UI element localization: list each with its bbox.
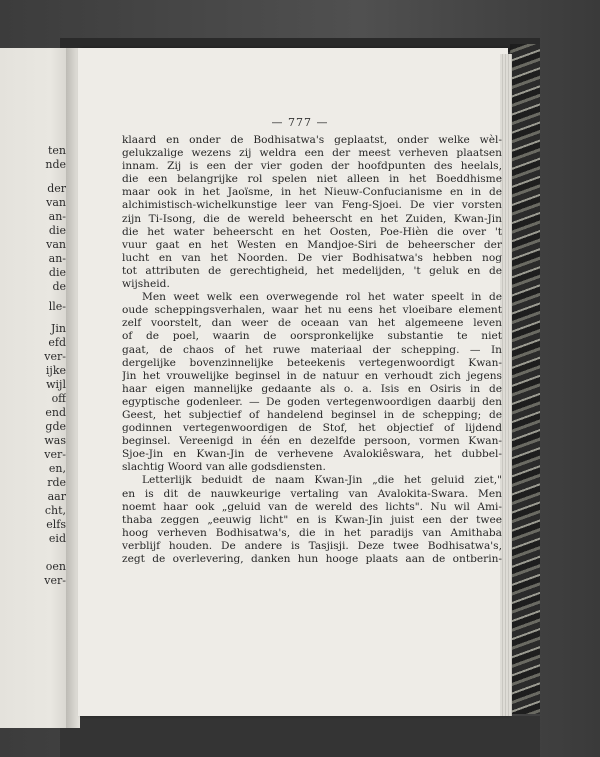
text-line: verblijf houden. De andere is Tasjisji. Deze twee Bodhisatwa's,	[122, 539, 502, 552]
page-number: — 777 —	[271, 116, 329, 129]
text-line: Jin het vrouwelijke beginsel in de natuur en verhoudt zich jegens	[122, 369, 502, 382]
left-page-fragment: die	[48, 266, 66, 279]
text-line: thaba zeggen „eeuwig licht" en is Kwan-Jin juist een der twee	[122, 513, 502, 526]
text-line: Men weet welk een overwegende rol het water speelt in de	[142, 291, 502, 304]
left-page-fragment: der	[47, 182, 66, 195]
left-page-fragment: efd	[48, 336, 66, 349]
left-page-fragment: an-	[48, 210, 66, 223]
left-page-fragment: aar	[47, 490, 66, 503]
text-line: tot attributen de gerechtigheid, het medelijden, 't geluk en de	[122, 264, 502, 277]
left-page-fragment: de	[52, 280, 66, 293]
text-line: slachtig Woord van alle godsdiensten.	[122, 461, 326, 474]
left-page-fragment: van	[46, 238, 66, 251]
text-line: zegt de overlevering, danken hun hooge plaats aan de ontberin-	[122, 553, 502, 565]
left-page-fragment: nde	[45, 158, 66, 171]
text-line: lucht en van het Noorden. De vier Bodhisatwa's hebben nog	[122, 251, 502, 264]
left-page-fragment: an-	[48, 252, 66, 265]
left-page-fragment: die	[48, 224, 66, 237]
text-line: haar eigen mannelijke gedaante als o. a. Isis en Osiris in de	[122, 382, 502, 395]
left-page-fragment: en,	[48, 462, 66, 475]
text-line: Sjoe-Jin en Kwan-Jin de verhevene Avalokiêswara, het dubbel-	[122, 448, 502, 461]
left-page-fragment: wijl	[46, 378, 66, 391]
left-page-fragment: ver-	[44, 574, 66, 587]
text-line: hoog verheven Bodhisatwa's, die in het paradijs van Amithaba	[122, 526, 502, 539]
text-line: alchimistisch-wichelkunstige leer van Feng-Sjoei. De vier vorsten	[122, 199, 502, 212]
left-page-fragment: gde	[45, 420, 66, 433]
text-line: godinnen vertegenwoordigen de Stof, het objectief of lijdend	[122, 422, 502, 435]
left-page-fragment: cht,	[44, 504, 66, 517]
left-page-fragment: ten	[47, 144, 66, 157]
text-line: zijn Ti-Isong, die de wereld beheerscht en het Zuiden, Kwan-Jin	[122, 212, 502, 225]
text-line: oude scheppingsverhalen, waar het nu eens het vloeibare element	[122, 304, 502, 317]
text-line: gelukzalige wezens zij weldra een der meest verheven plaatsen	[122, 147, 502, 160]
text-line: Geest, het subjectief of handelend beginsel in de schepping; de	[122, 408, 502, 421]
text-line: en is dit de nauwkeurige vertaling van Avalokita-Swara. Men	[122, 487, 502, 500]
book-cover-marbled-edge	[510, 44, 540, 714]
left-page-fragment: Jin	[50, 322, 66, 335]
left-page-fragment: ver-	[44, 448, 66, 461]
left-page-fragment: oen	[45, 560, 66, 573]
text-line: egyptische godenleer. — De goden vertegenwoordigen daarbij den	[122, 395, 502, 408]
left-page-fragment: eid	[48, 532, 66, 545]
text-line: klaard en onder de Bodhisatwa's geplaatst, onder welke wèl-	[122, 134, 502, 146]
left-page-fragment: elfs	[46, 518, 66, 531]
left-page-fragment: rde	[47, 476, 66, 489]
text-line: vuur gaat en het Westen en Mandjoe-Siri de beheerscher der	[122, 238, 502, 251]
text-line: of de poel, waarin de oorspronkelijke substantie te niet	[122, 330, 502, 343]
text-line: noemt haar ook „geluid van de wereld des lichts". Nu wil Ami-	[122, 500, 502, 513]
left-page	[0, 48, 72, 728]
text-line: zelf voorstelt, dan weer de oceaan van het algemeene leven	[122, 317, 502, 330]
text-line: wijsheid.	[122, 278, 170, 291]
left-page-fragment: ver-	[44, 350, 66, 363]
body-text	[122, 134, 502, 566]
text-line: die het water beheerscht en het Oosten, Poe-Hièn die over 't	[122, 225, 502, 238]
text-line: innam. Zij is een der vier goden der hoofdpunten des heelals,	[122, 160, 502, 173]
text-line: Letterlijk beduidt de naam Kwan-Jin „die het geluid ziet,"	[142, 474, 502, 487]
left-page-fragment: off	[51, 392, 66, 405]
text-line: beginsel. Vereenigd in één en dezelfde persoon, vormen Kwan-	[122, 435, 502, 448]
left-page-fragment: lle-	[48, 300, 66, 313]
left-page-fragment: van	[46, 196, 66, 209]
text-line: gaat, de chaos of het ruwe materiaal der schepping. — In	[122, 343, 502, 356]
left-page-fragment: ijke	[45, 364, 66, 377]
text-line: maar ook in het Jaoïsme, in het Nieuw-Confucianisme en in de	[122, 186, 502, 199]
left-page-fragment: was	[44, 434, 66, 447]
text-line: die een belangrijke rol spelen niet alleen in het Boeddhisme	[122, 173, 502, 186]
text-line: dergelijke bovenzinnelijke beteekenis vertegenwoordigt Kwan-	[122, 356, 502, 369]
left-page-fragment: end	[45, 406, 66, 419]
book-cover-bottom	[60, 716, 540, 757]
